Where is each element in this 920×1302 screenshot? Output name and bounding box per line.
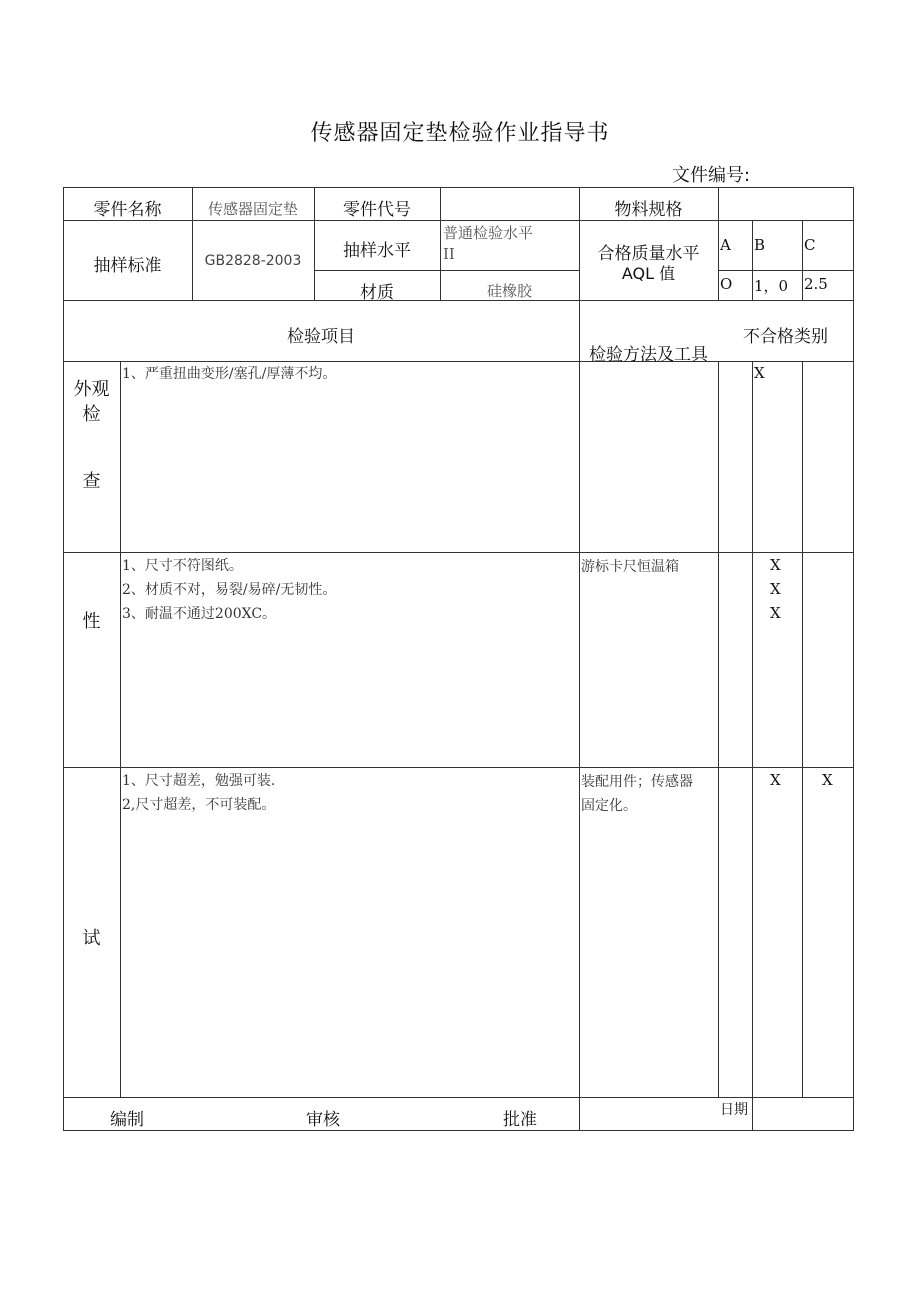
test-method-1: 装配用件；传感器: [581, 774, 693, 790]
aql-value-c: 2.5: [804, 275, 828, 293]
property-item-3: 3、耐温不通过200XC。: [122, 606, 277, 622]
part-name-value: 传感器固定垫: [207, 200, 298, 218]
doc-number-label: 文件编号:: [672, 165, 751, 186]
material-label: 材质: [360, 283, 394, 303]
test-mark-b: X: [770, 771, 781, 789]
property-mark-b-3: X: [770, 604, 781, 622]
appearance-mark-b: X: [754, 364, 765, 382]
sampling-standard-label: 抽样标准: [93, 256, 162, 276]
test-item-2: 2,尺寸超差，不可装配。: [122, 797, 276, 813]
reviewed-by-label: 审核: [306, 1110, 340, 1130]
appearance-label-1: 外观: [73, 379, 110, 400]
property-label: 性: [82, 611, 101, 632]
part-name-label: 零件名称: [93, 200, 162, 220]
sampling-level-label: 抽样水平: [343, 241, 411, 261]
approved-by-label: 批准: [503, 1110, 537, 1130]
appearance-label-2: 检: [82, 404, 101, 425]
property-item-2: 2、材质不对，易裂/易碎/无韧性。: [122, 582, 337, 598]
aql-class-a: A: [720, 236, 731, 254]
material-spec-label: 物料规格: [614, 200, 683, 220]
sampling-level-value-1: 普通检验水平: [443, 224, 534, 242]
inspection-items-header: 检验项目: [287, 327, 355, 347]
sampling-standard-value: GB2828-2003: [204, 253, 302, 269]
aql-class-b: B: [754, 236, 766, 254]
sampling-level-value-2: II: [443, 245, 455, 263]
appearance-item-1: 1、严重扭曲变形/塞孔/厚薄不均。: [122, 366, 337, 382]
test-method-2: 固定化。: [581, 798, 637, 814]
appearance-label-3: 查: [82, 471, 101, 492]
document-title: 传感器固定垫检验作业指导书: [310, 121, 610, 146]
aql-value-b: 1，0: [754, 277, 789, 295]
property-method: 游标卡尺恒温箱: [581, 559, 679, 575]
method-tools-header: 检验方法及工具: [589, 345, 708, 365]
material-value: 硅橡胶: [486, 282, 532, 300]
test-mark-c: X: [822, 771, 833, 789]
aql-value-a: O: [720, 275, 733, 293]
aql-class-c: C: [804, 236, 816, 254]
property-mark-b-2: X: [770, 580, 781, 598]
test-item-1: 1、尺寸超差，勉强可装.: [122, 773, 276, 789]
prepared-by-label: 编制: [110, 1110, 144, 1130]
property-item-1: 1、尺寸不符图纸。: [122, 558, 243, 574]
aql-label-1: 合格质量水平: [597, 244, 700, 264]
date-label: 日期: [720, 1102, 748, 1118]
part-code-label: 零件代号: [343, 200, 411, 220]
test-label: 试: [82, 928, 101, 949]
aql-label-2: AQL 值: [621, 264, 676, 283]
property-mark-b-1: X: [770, 556, 781, 574]
defect-class-header: 不合格类别: [743, 327, 828, 347]
